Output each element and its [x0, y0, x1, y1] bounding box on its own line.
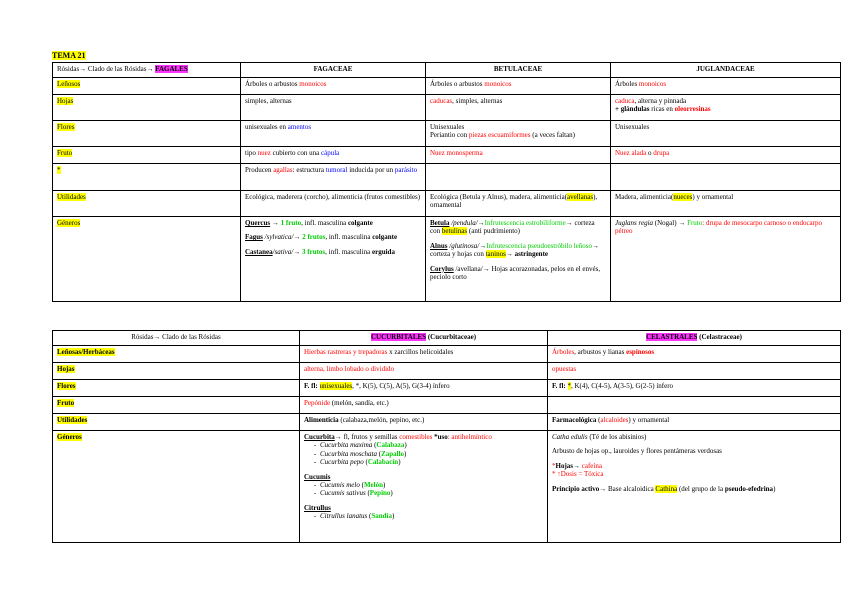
genus-entry — [304, 504, 543, 512]
genus-name: Betula — [430, 219, 450, 227]
cell-text: , infl. masculina — [325, 247, 372, 256]
table-cell — [548, 414, 841, 431]
note-line — [552, 485, 836, 493]
cell-text: → fl, frutos y semillas — [334, 433, 400, 441]
page-title: TEMA 21 — [52, 51, 86, 60]
table-cell — [241, 121, 426, 147]
family-header: FAGACEAE — [241, 63, 426, 78]
table-cell — [426, 164, 611, 191]
cell-text: monoicos — [299, 80, 327, 88]
table-cell: Nuez monosperma — [426, 147, 611, 164]
cell-text: Unisexuales — [430, 123, 465, 131]
genus-name: Citrullus — [304, 503, 331, 512]
row-label — [53, 164, 241, 191]
genus-entry — [245, 233, 421, 241]
species-name: Cucurbita moschata — [320, 449, 377, 458]
cell-text: drupa — [653, 149, 670, 157]
cell-text: caducas — [430, 97, 453, 105]
cell-text: , arbustos y lianas — [574, 348, 627, 356]
cell-text: (Té de los abisinios) — [587, 433, 647, 441]
cell-text: taninos — [485, 250, 506, 259]
row-label-text: Géneros — [57, 219, 81, 227]
table-row — [53, 414, 841, 431]
table-cell — [300, 431, 548, 543]
genus-entry — [430, 265, 606, 282]
cell-text: : estructura — [292, 166, 326, 174]
cell-text: Principio activo — [552, 484, 600, 493]
cell-text: o — [646, 149, 654, 157]
list-item: - Cucumis melo (Melón) — [318, 481, 543, 489]
cell-text: (melón, sandía, etc.) — [330, 399, 389, 407]
cell-text: Árboles o arbustos — [430, 80, 485, 88]
cell-text: Pepónide — [304, 399, 331, 407]
table-row — [53, 164, 841, 191]
table-cell — [300, 380, 548, 397]
genus-name: Alnus — [430, 241, 448, 250]
cell-text: Alimenticia — [304, 416, 339, 424]
order-label: CUCURBITALES — [370, 333, 427, 341]
table-cell — [611, 164, 841, 191]
cell-text: , infl. masculina — [301, 219, 348, 227]
table-cell — [548, 397, 841, 414]
table-cell — [426, 95, 611, 121]
row-label — [53, 346, 300, 363]
table-cell: Ecológica, maderera (corcho), alimenticia (frutos comestibles) — [241, 191, 426, 217]
cell-text: comestibles — [399, 433, 433, 441]
description-text: Arbusto de hojas op., lauroides y flores pentámeras verdosas — [552, 447, 722, 456]
genus-name: Fagus — [245, 233, 263, 242]
cell-text: colgante — [372, 233, 398, 242]
cell-text: Producen — [245, 166, 274, 174]
list-item: - Cucurbita maxima (Calabaza) — [318, 441, 543, 449]
cell-text: o endocarpo pétreo — [615, 219, 822, 236]
table-row — [53, 346, 841, 363]
list-item: - Cucumis sativus (Pepino) — [318, 489, 543, 497]
genus-name: Catha edulis — [552, 433, 588, 441]
species-name: Cucumis sativus — [320, 489, 366, 498]
order-header — [548, 331, 841, 346]
table-cell — [426, 121, 611, 147]
species-list — [304, 512, 543, 520]
cell-text: nuez — [257, 149, 271, 157]
cell-text: *uso — [432, 433, 448, 441]
common-name: Melón — [363, 480, 384, 489]
table-row — [53, 95, 841, 121]
table-cell — [300, 397, 548, 414]
cell-text: oleorresinas — [674, 105, 711, 114]
row-label — [53, 191, 241, 217]
cell-text: ), ornamental — [430, 193, 598, 210]
species-name: Cucurbita pepo — [320, 458, 364, 467]
row-label-text: Utilidades — [57, 416, 88, 424]
cell-text: (a veces faltan) — [530, 131, 576, 140]
cell-text: → Base alcaloidica — [599, 484, 656, 493]
cell-text: * — [552, 461, 556, 470]
table-row — [53, 78, 841, 95]
genus-entry — [245, 219, 421, 227]
table-cell — [241, 78, 426, 95]
cell-text: (Nogal) → — [653, 219, 688, 227]
cell-text: agallas — [273, 166, 293, 174]
cell-text: erguida — [372, 247, 395, 256]
list-item: - Citrullus lanatus (Sandía) — [318, 512, 543, 520]
row-label — [53, 397, 300, 414]
species-list — [304, 481, 543, 498]
corner-cell — [53, 63, 241, 78]
row-label-text: Hojas — [57, 97, 74, 105]
cell-text: Infrutescencia pseudoestróbilo leñoso — [486, 241, 592, 250]
table-cell — [426, 78, 611, 95]
cell-text: , simples, alternas — [452, 97, 503, 105]
species-name: Cucumis melo — [320, 480, 360, 489]
row-label-text: Fruto — [57, 399, 75, 407]
table-row — [53, 147, 841, 164]
species-name: Cucurbita maxima — [320, 441, 373, 450]
list-item: - Cucurbita moschata (Zapallo) — [318, 450, 543, 458]
table-cell — [241, 164, 426, 191]
row-label — [53, 380, 300, 397]
common-name: Zapallo — [381, 449, 405, 458]
species-list — [304, 441, 543, 466]
cell-text: /pendula/→ — [449, 219, 485, 227]
cell-text: F. fl: — [304, 382, 320, 390]
table-row — [53, 217, 841, 302]
table-row — [53, 363, 841, 380]
cell-text: cápula — [321, 149, 340, 157]
row-label-text: Leñosas/Herbáceas — [57, 348, 115, 356]
cell-text: cubierto con una — [270, 149, 322, 157]
table-cell — [611, 191, 841, 217]
cell-text: x zarcillos helicoidales — [387, 348, 454, 356]
cell-text: Ecológica (Betula y Alnus), madera, alimenticia( — [430, 193, 568, 201]
row-label — [53, 121, 241, 147]
cell-text: (del grupo de la — [677, 484, 725, 493]
cell-text: , *, K(5), C(5), A(5), G(3-4) ínfero — [352, 382, 450, 390]
table-cell: opuestas — [548, 363, 841, 380]
cell-text: Periantio con — [430, 131, 469, 140]
table-cell — [611, 78, 841, 95]
genus-name: Quercus — [245, 219, 271, 227]
cell-text: nueces — [673, 193, 693, 201]
cell-text: (calabaza,melón, pepino, etc.) — [338, 416, 425, 424]
cell-text: /glutinosa/→ — [447, 241, 487, 250]
genus-entry — [430, 219, 606, 236]
cell-text: Cathina — [655, 484, 678, 493]
row-label — [53, 217, 241, 302]
cucurbitales-celastrales-table — [52, 330, 841, 543]
cell-text: Árboles — [615, 80, 639, 88]
cell-text: Nuez alada — [615, 149, 647, 157]
cell-text: tumoral — [325, 166, 348, 174]
cell-text: → — [573, 461, 582, 470]
table-cell — [300, 346, 548, 363]
cell-text: monoicos — [484, 80, 512, 88]
cell-text: alcaloides — [600, 416, 629, 424]
cell-text: piezas escuamiformes — [468, 131, 531, 140]
table-cell — [548, 431, 841, 543]
table-cell — [611, 217, 841, 302]
cell-text: Árboles — [552, 348, 575, 356]
table-header-row — [53, 63, 841, 78]
cell-text: 2 frutos — [302, 233, 326, 242]
cell-text: 1 fruto — [280, 219, 302, 227]
corner-text: Rósidas→ Clado de las Rósidas→ — [57, 65, 156, 73]
cell-text: ) — [773, 484, 776, 493]
cell-text: , K(4), C(4-5), A(3-5), G(2-5) ínfero — [571, 382, 674, 390]
cell-text: betulinas — [441, 227, 468, 236]
row-label-text: Flores — [57, 382, 76, 390]
common-name: Pepino — [369, 489, 391, 498]
genus-entry — [304, 433, 543, 441]
common-name: Sandía — [371, 512, 392, 521]
row-label-text: Leñosos — [57, 80, 81, 88]
genus-name: Castanea — [245, 247, 273, 256]
cell-text: avellanas — [567, 193, 594, 201]
table-cell — [611, 95, 841, 121]
genus-entry — [552, 433, 836, 441]
cell-text: Farmacológica — [552, 416, 597, 424]
cell-text: → — [505, 250, 515, 259]
cell-text: : drupa de mesocarpo carnoso — [702, 219, 786, 227]
genus-name: Corylus — [430, 264, 454, 273]
family-header: JUGLANDACEAE — [611, 63, 841, 78]
cell-text: Infrutescencia estrobiliforme — [484, 219, 566, 227]
cell-text: unisexuales en — [245, 123, 288, 131]
table-cell — [426, 191, 611, 217]
cell-text: Árboles o arbustos — [245, 80, 300, 88]
table-header-row — [53, 331, 841, 346]
genus-entry — [245, 248, 421, 256]
cell-text: tipo — [245, 149, 258, 157]
row-label — [53, 147, 241, 164]
row-label-text: Utilidades — [57, 193, 86, 201]
table-cell — [241, 217, 426, 302]
cell-text: Hierbas rastreras y trepadoras — [304, 348, 388, 356]
note-line — [552, 470, 836, 478]
row-label — [53, 95, 241, 121]
family-header: BETULACEAE — [426, 63, 611, 78]
cell-text: ( — [596, 416, 601, 424]
cell-text: colgante — [347, 219, 373, 227]
family-label: (Celastraceae) — [697, 333, 742, 341]
cell-text: espinosos — [626, 348, 655, 356]
table-cell — [611, 147, 841, 164]
row-label-text: Géneros — [57, 433, 82, 441]
genus-name: Cucumis — [304, 472, 331, 481]
row-label-text: Hojas — [57, 365, 75, 373]
cell-text: /sylvatica/→ — [262, 233, 303, 242]
table-cell — [548, 380, 841, 397]
cell-text: : antihelmíntico — [447, 433, 492, 441]
table-cell — [426, 217, 611, 302]
cell-text: ricas en — [649, 105, 675, 114]
cell-text: caduca — [615, 97, 635, 105]
row-label — [53, 431, 300, 543]
cell-text: + glándulas — [615, 105, 650, 114]
common-name: Calabacín — [367, 458, 399, 467]
cell-text: , infl. masculina — [325, 233, 373, 242]
cell-text: pseudo-efedrina — [724, 484, 774, 493]
cell-text: → corteza y hojas con — [430, 241, 599, 259]
cell-text: parásito — [394, 166, 418, 174]
table-row — [53, 121, 841, 147]
table-cell — [300, 414, 548, 431]
cell-text: ) y ornamental — [692, 193, 734, 201]
cell-text: 3 frutos — [302, 247, 326, 256]
cell-text: Tóxica — [584, 470, 604, 479]
row-label — [53, 414, 300, 431]
cell-text: /sativa/→ — [272, 247, 302, 256]
genus-name: Juglans regia — [615, 219, 654, 227]
cell-text: → corteza con — [430, 219, 595, 236]
cell-text: * ↑Dosis = — [552, 470, 585, 479]
cell-text: cafeína — [581, 461, 602, 470]
table-cell: simples, alternas — [241, 95, 426, 121]
cell-text: unisexuales — [319, 382, 353, 390]
cell-text: → — [270, 219, 281, 227]
fagales-table — [52, 62, 841, 302]
genus-entry — [430, 242, 606, 259]
cell-text: (anti pudrimiento) — [467, 227, 521, 236]
genus-entry — [304, 473, 543, 481]
order-label: CELASTRALES — [646, 333, 698, 341]
cell-text: Madera, alimenticia( — [615, 193, 674, 201]
corner-cell: Rósidas→ Clado de las Rósidas — [53, 331, 300, 346]
row-label-text: * — [57, 166, 61, 174]
table-cell: alterna, limbo lobado o dividido — [300, 363, 548, 380]
cell-text: Hojas — [555, 461, 573, 470]
table-row — [53, 431, 841, 543]
family-label: (Cucurbitaceae) — [426, 333, 477, 341]
cell-text: astringente — [514, 250, 549, 259]
common-name: Calabaza — [376, 441, 405, 450]
cell-text: monoicos — [638, 80, 667, 88]
table-row — [53, 380, 841, 397]
row-label-text: Flores — [57, 123, 75, 131]
row-label — [53, 363, 300, 380]
table-row — [53, 397, 841, 414]
species-name: Citrullus lanatus — [320, 512, 368, 521]
cell-text: ) y ornamental — [628, 416, 670, 424]
row-label-text: Fruto — [57, 149, 73, 157]
genus-entry — [615, 219, 836, 236]
cell-text: Fruto — [687, 219, 703, 227]
list-item: - Cucurbita pepo (Calabacín) — [318, 458, 543, 466]
order-header — [300, 331, 548, 346]
order-label: FAGALES — [155, 65, 188, 73]
table-cell: Unisexuales — [611, 121, 841, 147]
row-label — [53, 78, 241, 95]
note-line — [552, 462, 836, 470]
cell-text: inducida por un — [347, 166, 395, 174]
table-cell — [548, 346, 841, 363]
cell-text: amentos — [287, 123, 312, 131]
cell-text: /avellana/→ Hojas acorazonadas, pelos en el envés, peciolo corto — [430, 264, 601, 281]
cell-text: F. fl: — [552, 382, 568, 390]
table-row — [53, 191, 841, 217]
cell-text: , alterna y pinnada — [634, 97, 687, 105]
table-cell — [241, 147, 426, 164]
cell-text: * — [567, 382, 571, 390]
genus-name: Cucurbita — [304, 433, 335, 441]
